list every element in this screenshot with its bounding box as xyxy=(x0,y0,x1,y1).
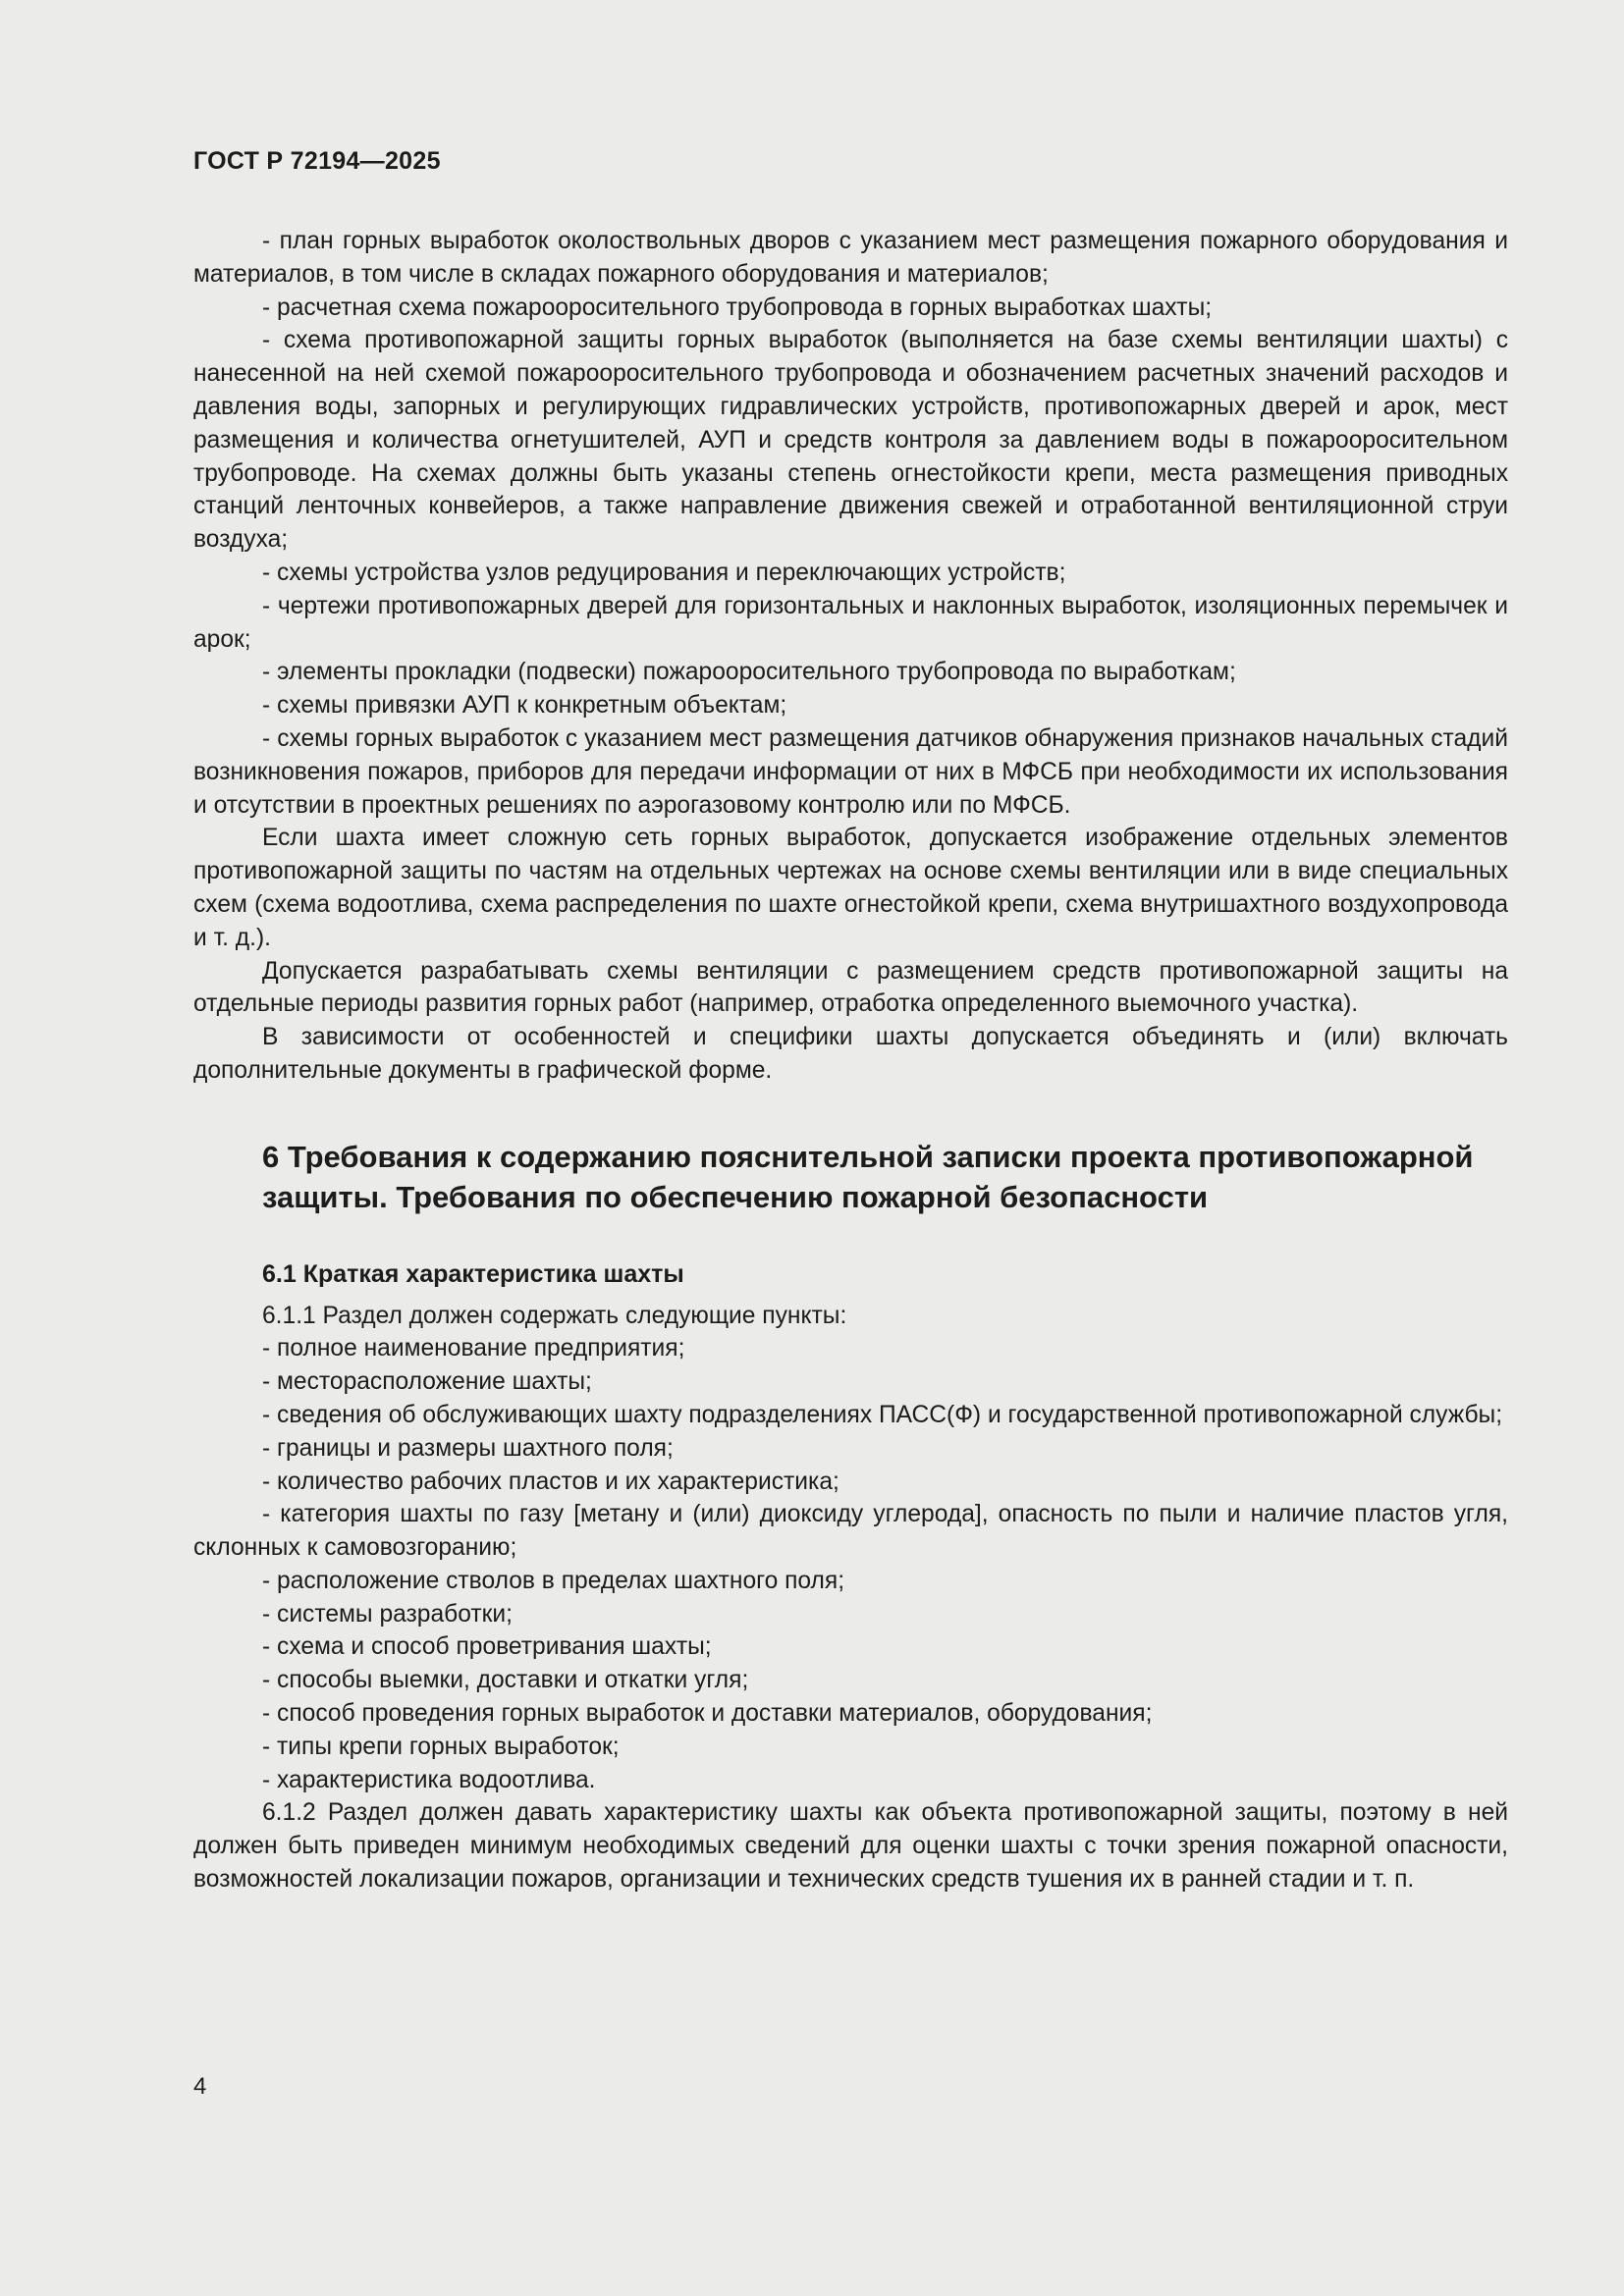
list-item: - границы и размеры шахтного поля; xyxy=(262,1434,674,1462)
body-paragraph: Если шахта имеет сложную сеть горных выработок, допускается изображение отдельных элементов противопожарной защиты по частям на отдельных чертежах на основе схемы вентиляции или в виде специальных схем (схема водоотлива, схема распределения по шахте огнестойкой крепи, схема внутришахтного воздухопровода и т. д.). xyxy=(193,825,1508,951)
list-item: - схемы устройства узлов редуцирования и переключающих устройств; xyxy=(262,559,1066,586)
list-item: - схемы горных выработок с указанием мест размещения датчиков обнаружения признаков начальных стадий возникновения пожаров, приборов для передачи информации от них в МФСБ при необходимости их использования и отсутствии в проектных решениях по аэрогазовому контролю или по МФСБ. xyxy=(193,724,1508,819)
list-item: - количество рабочих пластов и их характеристика; xyxy=(262,1468,839,1495)
clause-6-1-2: 6.1.2 Раздел должен давать характеристику шахты как объекта противопожарной защиты, поэтому в ней должен быть приведен минимум необходимых сведений для оценки шахты с точки зрения пожарной опасности, возможностей локализации пожаров, организации и технических средств тушения их в ранней стадии и т. п. xyxy=(193,1799,1508,1894)
list-item: - расчетная схема пожарооросительного трубопровода в горных выработках шахты; xyxy=(262,294,1213,321)
list-item: - типы крепи горных выработок; xyxy=(262,1733,620,1760)
clause-6-1-1: 6.1.1 Раздел должен содержать следующие пункты: xyxy=(262,1302,847,1329)
document-header: ГОСТ Р 72194—2025 xyxy=(193,147,441,175)
list-item: - сведения об обслуживающих шахту подразделениях ПАСС(Ф) и государственной противопожарной службы; xyxy=(262,1401,1503,1428)
body-paragraph: Допускается разрабатывать схемы вентиляции с размещением средств противопожарной защиты на отдельные периоды развития горных работ (например, отработка определенного выемочного участка). xyxy=(193,957,1508,1018)
list-item: - полное наименование предприятия; xyxy=(262,1335,685,1362)
list-item: - расположение стволов в пределах шахтного поля; xyxy=(262,1567,845,1594)
list-item: - способы выемки, доставки и откатки угля; xyxy=(262,1667,749,1694)
section-6-1-heading: 6.1 Краткая характеристика шахты xyxy=(262,1259,684,1288)
page-content xyxy=(193,225,1508,1896)
list-item: - схемы привязки АУП к конкретным объектам; xyxy=(262,692,787,720)
list-item: - схема противопожарной защиты горных выработок (выполняется на базе схемы вентиляции шахты) с нанесенной на ней схемой пожарооросительного трубопровода и обозначением расчетных значений расходов и давления воды, запорных и регулирующих гидравлических устройств, противопожарных дверей и арок, мест размещения и количества огнетушителей, АУП и средств контроля за давлением воды в пожарооросительном трубопроводе. На схемах должны быть указаны степень огнестойкости крепи, места размещения приводных станций ленточных конвейеров, а также направление движения свежей и отработанной вентиляционной струи воздуха; xyxy=(193,327,1508,554)
list-item: - категория шахты по газу [метану и (или) диоксиду углерода], опасность по пыли и наличие пластов угля, склонных к самовозгоранию; xyxy=(193,1501,1508,1562)
section-6-heading: 6 Требования к содержанию пояснительной записки проекта противопожарной защиты. Требования по обеспечению пожарной безопасности xyxy=(262,1139,1474,1214)
list-item: - месторасположение шахты; xyxy=(262,1368,592,1396)
list-item: - способ проведения горных выработок и доставки материалов, оборудования; xyxy=(262,1700,1153,1728)
list-item: - системы разработки; xyxy=(262,1600,513,1628)
list-item: - чертежи противопожарных дверей для горизонтальных и наклонных выработок, изоляционных перемычек и арок; xyxy=(193,592,1508,653)
list-item: - схема и способ проветривания шахты; xyxy=(262,1633,712,1661)
body-paragraph: В зависимости от особенностей и специфики шахты допускается объединять и (или) включать дополнительные документы в графической форме. xyxy=(193,1024,1508,1084)
list-item: - характеристика водоотлива. xyxy=(262,1766,596,1793)
list-item: - план горных выработок околоствольных дворов с указанием мест размещения пожарного оборудования и материалов, в том числе в складах пожарного оборудования и материалов; xyxy=(193,228,1508,288)
list-item: - элементы прокладки (подвески) пожарооросительного трубопровода по выработкам; xyxy=(262,659,1236,686)
page-number: 4 xyxy=(193,2073,207,2100)
